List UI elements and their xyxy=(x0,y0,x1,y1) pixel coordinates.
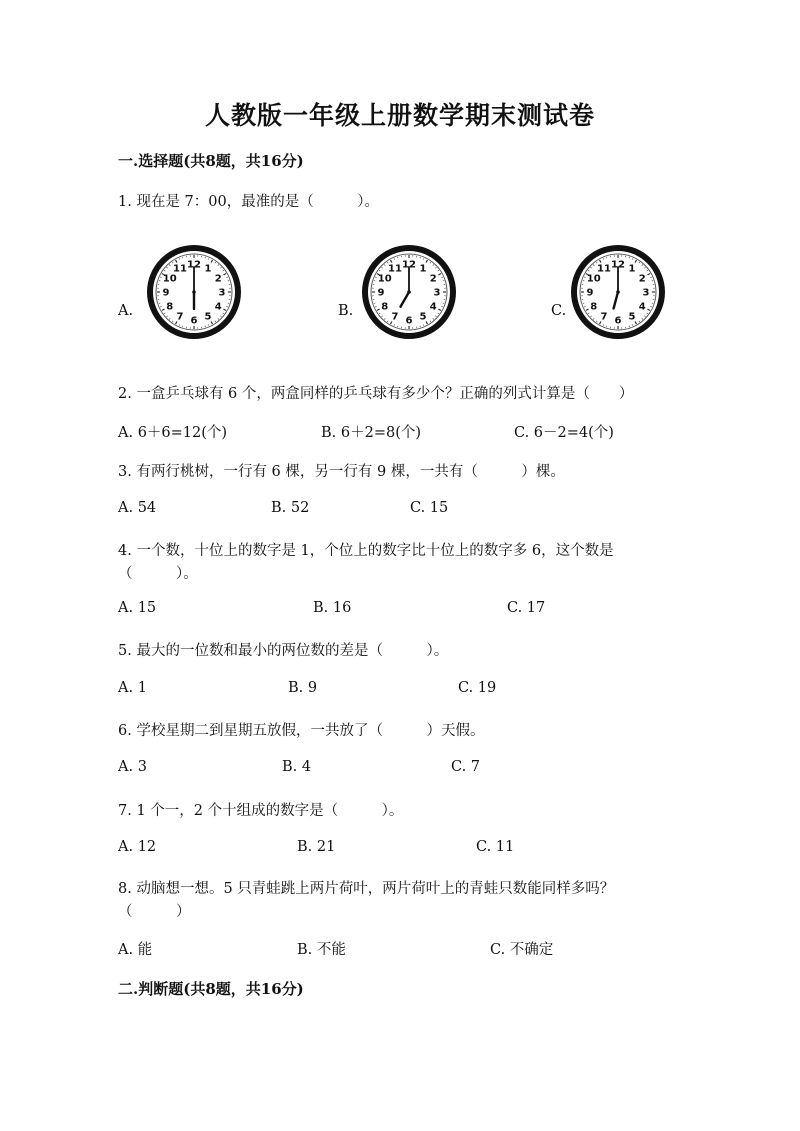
clock-number: 11 xyxy=(388,263,402,275)
clock-number: 9 xyxy=(162,287,170,299)
clock-number: 9 xyxy=(377,287,385,299)
clock-number: 3 xyxy=(433,287,441,299)
q8-option-b: B. 不能 xyxy=(297,942,346,958)
question-4: 4. 一个数，十位上的数字是 1，个位上的数字比十位上的数字多 6，这个数是 xyxy=(118,543,614,559)
clock-number: 11 xyxy=(597,263,611,275)
clock-number: 1 xyxy=(628,263,636,275)
q7-option-b: B. 21 xyxy=(297,839,336,855)
q3-option-b: B. 52 xyxy=(271,500,310,516)
q3-option-c: C. 15 xyxy=(410,500,449,516)
clock-b-icon xyxy=(361,244,457,340)
question-8: 8. 动脑想一想。5 只青蛙跳上两片荷叶，两片荷叶上的青蛙只数能同样多吗？ xyxy=(118,881,615,897)
clock-number: 4 xyxy=(214,301,222,313)
clock-a-icon xyxy=(146,244,242,340)
clock-number: 10 xyxy=(162,273,177,285)
clock-number: 4 xyxy=(638,301,646,313)
q8-option-a: A. 能 xyxy=(118,942,153,958)
q5-option-b: B. 9 xyxy=(288,680,318,696)
q4-option-c: C. 17 xyxy=(507,600,546,616)
clock-number: 8 xyxy=(381,301,389,313)
clock-center xyxy=(616,290,620,294)
q7-option-c: C. 11 xyxy=(476,839,515,855)
clock-center xyxy=(192,290,196,294)
q2-option-a: A. 6＋6=12(个) xyxy=(118,425,228,441)
section-heading-choice: 一.选择题(共8题，共16分) xyxy=(118,152,304,170)
clock-number: 12 xyxy=(611,259,625,271)
clock-number: 1 xyxy=(419,263,427,275)
q1-option-b-label: B. xyxy=(338,303,354,319)
q1-option-a-label: A. xyxy=(118,303,134,319)
q4-option-b: B. 16 xyxy=(313,600,352,616)
clock-number: 7 xyxy=(176,311,184,323)
clock-number: 10 xyxy=(377,273,392,285)
clock-number: 2 xyxy=(214,273,222,285)
clock-number: 2 xyxy=(638,273,646,285)
question-2: 2. 一盒乒乓球有 6 个，两盒同样的乒乓球有多少个？正确的列式计算是（ ） xyxy=(118,386,634,402)
clock-number: 6 xyxy=(614,315,622,327)
clock-number: 6 xyxy=(190,315,198,327)
clock-number: 5 xyxy=(628,311,636,323)
clock-number: 12 xyxy=(187,259,201,271)
q5-option-c: C. 19 xyxy=(458,680,497,696)
q6-option-c: C. 7 xyxy=(451,759,481,775)
q2-option-c: C. 6－2=4(个) xyxy=(514,425,614,441)
clock-center xyxy=(407,290,411,294)
q5-option-a: A. 1 xyxy=(118,680,147,696)
clock-number: 11 xyxy=(173,263,187,275)
clock-number: 2 xyxy=(429,273,437,285)
clock-number: 5 xyxy=(204,311,212,323)
q3-option-a: A. 54 xyxy=(118,500,157,516)
q6-option-a: A. 3 xyxy=(118,759,147,775)
question-8-line2: （ ） xyxy=(118,904,191,920)
question-6: 6. 学校星期二到星期五放假，一共放了（ ）天假。 xyxy=(118,723,485,739)
q8-option-c: C. 不确定 xyxy=(490,942,554,958)
clock-number: 12 xyxy=(402,259,416,271)
q7-option-a: A. 12 xyxy=(118,839,157,855)
clock-number: 4 xyxy=(429,301,437,313)
clock-number: 9 xyxy=(586,287,594,299)
question-3: 3. 有两行桃树，一行有 6 棵，另一行有 9 棵，一共有（ ）棵。 xyxy=(118,464,565,480)
q6-option-b: B. 4 xyxy=(282,759,312,775)
section-heading-judgment: 二.判断题(共8题，共16分) xyxy=(118,980,304,998)
clock-number: 6 xyxy=(405,315,413,327)
clock-number: 7 xyxy=(391,311,399,323)
clock-number: 10 xyxy=(586,273,601,285)
q4-option-a: A. 15 xyxy=(118,600,157,616)
clock-number: 3 xyxy=(218,287,226,299)
clock-number: 3 xyxy=(642,287,650,299)
clock-number: 7 xyxy=(600,311,608,323)
clock-c-icon xyxy=(570,244,666,340)
clock-number: 8 xyxy=(590,301,598,313)
clock-number: 8 xyxy=(166,301,174,313)
clock-number: 1 xyxy=(204,263,212,275)
question-5: 5. 最大的一位数和最小的两位数的差是（ ）。 xyxy=(118,643,449,659)
question-4-line2: （ ）。 xyxy=(118,566,198,582)
q2-option-b: B. 6＋2=8(个) xyxy=(321,425,422,441)
q1-option-c-label: C. xyxy=(551,303,567,319)
page-title: 人教版一年级上册数学期末测试卷 xyxy=(204,101,595,130)
question-7: 7. 1 个一，2 个十组成的数字是（ ）。 xyxy=(118,803,404,819)
clock-number: 5 xyxy=(419,311,427,323)
question-1: 1. 现在是 7：00，最准的是（ ）。 xyxy=(118,194,379,210)
